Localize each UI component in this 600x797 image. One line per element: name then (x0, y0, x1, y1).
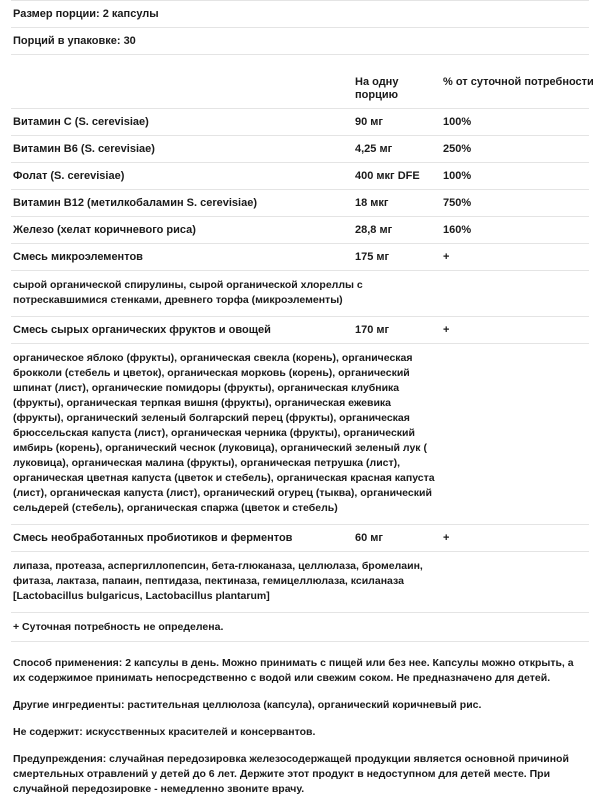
table-row (0, 163, 600, 189)
nutrient-amount: 400 мкг DFE (355, 170, 420, 182)
table-row (0, 217, 600, 243)
trace-minerals-detail: сырой органической спирулины, сырой органической хлореллы с потрескавшимися стенками, древнего торфа (микроэлементы) (13, 279, 363, 306)
servings-per-container-row (0, 28, 600, 54)
nutrient-daily-value: 100% (443, 116, 472, 128)
nutrient-amount: 18 мкг (355, 197, 389, 209)
nutrient-daily-value: 160% (443, 224, 472, 236)
other-ingredients-text: Другие ингредиенты: растительная целлюлоза (капсула), органический коричневый рис. (13, 699, 482, 711)
nutrient-daily-value: 250% (443, 143, 472, 155)
table-row (0, 109, 600, 135)
column-header-amount-per-serving: На одну порцию (355, 76, 399, 101)
table-row (0, 317, 600, 343)
nutrient-amount: 28,8 мг (355, 224, 393, 236)
nutrient-amount: 175 мг (355, 251, 390, 263)
probiotic-detail: липаза, протеаза, аспергиллопепсин, бета-глюканаза, целлюлаза, бромелаин, фитаза, лактаза, папаин, пептидаза, пектиназа, гемицеллюлаза, ксиланаза [Lactobacillus bulgaricus, Lactobacillus plantarum] (13, 560, 423, 602)
nutrient-amount: 90 мг (355, 116, 384, 128)
header-spacer (0, 55, 600, 69)
nutrient-name: Смесь необработанных пробиотиков и ферментов (13, 532, 293, 544)
nutrient-daily-value: + (443, 532, 450, 544)
nutrient-name: Витамин B6 (S. cerevisiae) (13, 143, 155, 155)
warnings-text: Предупреждения: случайная передозировка железосодержащей продукции является основной причиной смертельных отравлений у детей до 6 лет. Держите этот продукт в недоступном для детей месте. При случайной передозировке - немедленно звоните врачу. (13, 753, 569, 795)
divider-bottom (11, 641, 589, 642)
nutrient-name: Смесь сырых органических фруктов и овощей (13, 324, 271, 336)
nutrient-daily-value: 750% (443, 197, 472, 209)
daily-value-footnote: + Суточная потребность не определена. (13, 621, 224, 633)
nutrient-amount: 4,25 мг (355, 143, 393, 155)
nutrient-name: Смесь микроэлементов (13, 251, 143, 263)
serving-size-text: Размер порции: 2 капсулы (13, 8, 159, 20)
nutrient-daily-value: 100% (443, 170, 472, 182)
nutrient-name: Фолат (S. cerevisiae) (13, 170, 125, 182)
column-header-daily-value: % от суточной потребности (443, 76, 594, 88)
directions-text: Способ применения: 2 капсулы в день. Можно принимать с пищей или без нее. Капсулы можно открыть, а их содержимое принимать непосредственно с водой или свежим соком. Не предназначено для детей. (13, 657, 574, 684)
free-from-text: Не содержит: искусственных красителей и консервантов. (13, 726, 316, 738)
fruit-veg-detail: органическое яблоко (фрукты), органическая свекла (корень), органическая брокколи (стебель и цветок), органическая морковь (корень), органический шпинат (лист), органические помидоры (фрукты), органическая клубника (фрукты), органическая терпкая вишня (фрукты), органическая ежевика (фрукты), органический зеленый болгарский перец (фрукты), органическая брюссельская капуста (лист), органическая черника (фрукты), органический имбирь (корень), органический чеснок (луковица), органический зеленый лук ( луковица), органическая малина (фрукты), органическая петрушка (лист), органическая цветная капуста (цветок и стебель), органическая красная капуста (лист), органическая капуста (лист), органический огурец (тыква), органический сельдерей (стебель), органическая спаржа (цветок и стебель) (13, 352, 435, 514)
serving-size-row (0, 1, 600, 27)
table-row (0, 525, 600, 551)
nutrient-daily-value: + (443, 324, 450, 336)
table-row (0, 244, 600, 270)
nutrient-name: Витамин B12 (метилкобаламин S. cerevisiae) (13, 197, 257, 209)
table-header-row (0, 69, 600, 108)
nutrient-daily-value: + (443, 251, 450, 263)
nutrient-name: Витамин C (S. cerevisiae) (13, 116, 149, 128)
nutrient-name: Железо (хелат коричневого риса) (13, 224, 196, 236)
table-row (0, 190, 600, 216)
table-row (0, 136, 600, 162)
nutrient-amount: 60 мг (355, 532, 384, 544)
nutrient-amount: 170 мг (355, 324, 390, 336)
servings-per-container-text: Порций в упаковке: 30 (13, 35, 136, 47)
